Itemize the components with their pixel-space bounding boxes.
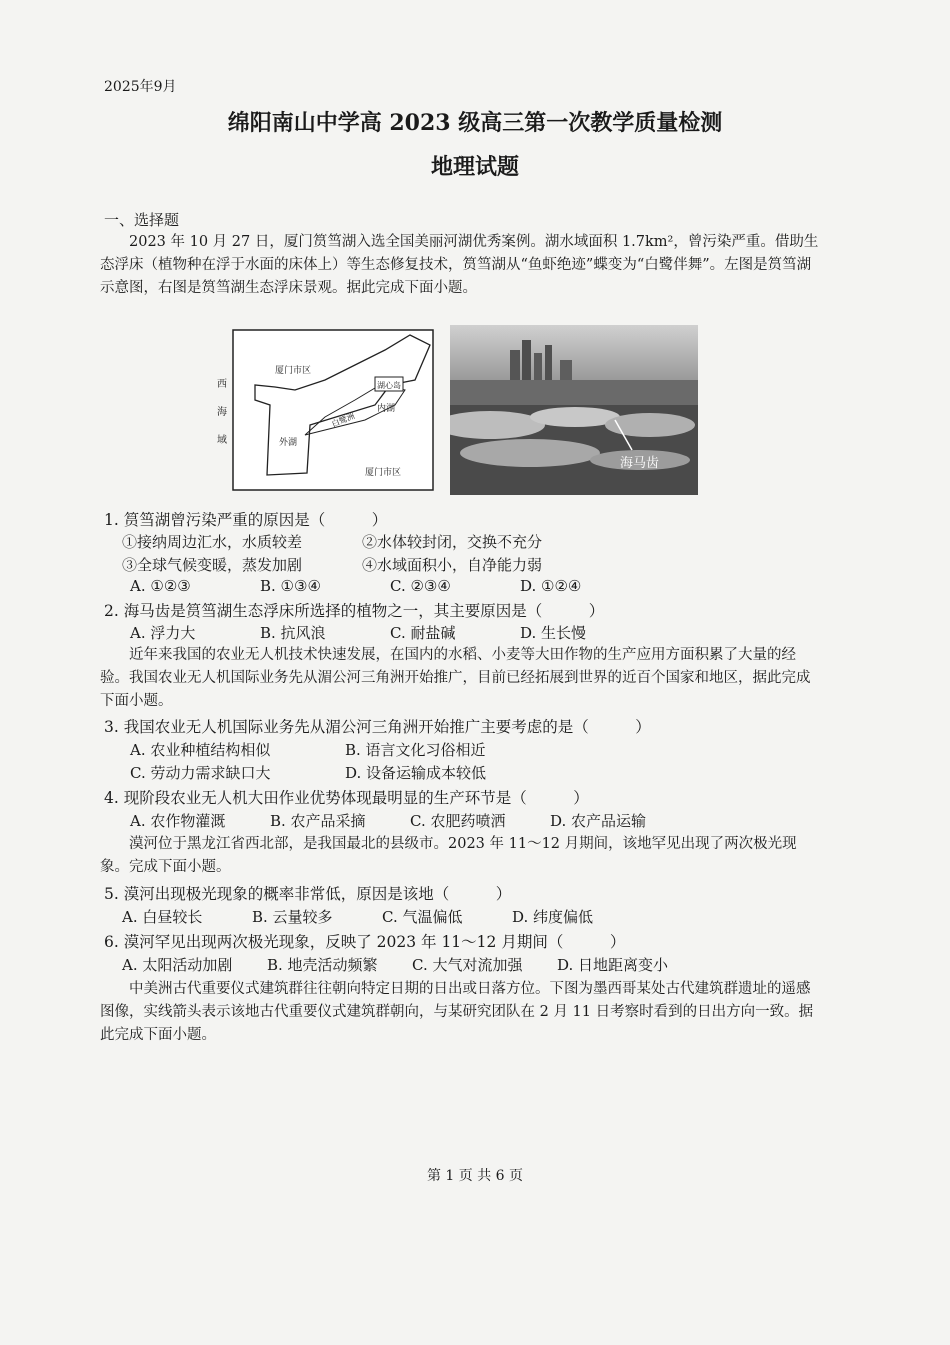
q5-option-d[interactable]: D. 纬度偏低: [512, 908, 594, 926]
q4-options: [130, 810, 690, 831]
map-label-city-north: 厦门市区: [275, 366, 312, 376]
q1-statement-4: ④水域面积小，自净能力弱: [362, 556, 543, 574]
map-label-area: 域: [217, 435, 227, 446]
q1-statements-row2: [122, 554, 602, 575]
map-label-egret-island: 白鹭洲: [330, 411, 357, 429]
q5-option-b[interactable]: B. 云量较多: [252, 908, 333, 926]
q6-option-a[interactable]: A. 太阳活动加剧: [122, 956, 233, 974]
passage-3: 漠河位于黑龙江省西北部，是我国最北的县级市。2023 年 11～12 月期间，该地罕见出现了两次极光现象。完成下面小题。: [100, 836, 797, 875]
q6-stem: 6. 漠河罕见出现两次极光现象，反映了 2023 年 11～12 月期间（ ）: [104, 933, 626, 951]
q3-option-c[interactable]: C. 劳动力需求缺口大: [130, 764, 271, 782]
map-label-city-south: 厦门市区: [365, 468, 402, 478]
map-label-west: 西: [217, 379, 227, 390]
q6-options: [122, 954, 702, 975]
q1-option-d[interactable]: D. ①②④: [520, 577, 582, 595]
q3-option-a[interactable]: A. 农业种植结构相似: [130, 741, 271, 759]
q2-option-b[interactable]: B. 抗风浪: [260, 624, 326, 642]
q1-statements-row1: [122, 531, 602, 552]
floating-bed-photo: [450, 325, 698, 495]
q3-option-d[interactable]: D. 设备运输成本较低: [345, 764, 487, 782]
q2-option-d[interactable]: D. 生长慢: [520, 624, 587, 642]
q1-option-b[interactable]: B. ①③④: [260, 577, 321, 595]
map-label-sea: 海: [217, 407, 227, 418]
q1-statement-2: ②水体较封闭，交换不充分: [362, 533, 543, 551]
q6-option-c[interactable]: C. 大气对流加强: [412, 956, 523, 974]
q1-option-c[interactable]: C. ②③④: [390, 577, 451, 595]
section-heading: 一、选择题: [104, 211, 180, 229]
q1-options: [130, 577, 650, 595]
exam-title: 绵阳南山中学高 2023 级高三第一次教学质量检测: [227, 110, 723, 136]
q3-stem: 3. 我国农业无人机国际业务先从湄公河三角洲开始推广主要考虑的是（ ）: [104, 718, 651, 736]
map-label-outer-lake: 外湖: [279, 438, 298, 448]
q4-option-c[interactable]: C. 农肥药喷洒: [410, 812, 506, 830]
q1-stem: 1. 筼筜湖曾污染严重的原因是（ ）: [104, 511, 388, 529]
passage-2: 近年来我国的农业无人机技术快速发展，在国内的水稻、小麦等大田作物的生产应用方面积累了大量的经验。我国农业无人机国际业务先从湄公河三角洲开始推广，目前已经拓展到世界的近百个国家和地区，据此完成下面小题。: [100, 647, 811, 709]
q4-option-d[interactable]: D. 农产品运输: [550, 812, 647, 830]
page-number: 第 1 页 共 6 页: [426, 1168, 524, 1184]
q4-stem: 4. 现阶段农业无人机大田作业优势体现最明显的生产环节是（ ）: [104, 789, 589, 807]
q1-statement-1: ①接纳周边汇水，水质较差: [122, 533, 303, 551]
q4-option-a[interactable]: A. 农作物灌溉: [130, 812, 226, 830]
q2-options: [130, 622, 650, 643]
photo-label: 海马齿: [620, 456, 660, 471]
q2-option-c[interactable]: C. 耐盐碱: [390, 624, 456, 642]
exam-subtitle: 地理试题: [430, 154, 519, 180]
q3-options-row1: [130, 739, 560, 760]
q4-option-b[interactable]: B. 农产品采摘: [270, 812, 366, 830]
passage-1: 2023 年 10 月 27 日，厦门筼筜湖入选全国美丽河湖优秀案例。湖水域面积 1.7km²，曾污染严重。借助生态浮床（植物种在浮于水面的床体上）等生态修复技术，筼筜湖从“鱼虾绝迹”蝶变为“白鹭伴舞”。左图是筼筜湖示意图，右图是筼筜湖生态浮床景观。据此完成下面小题。: [100, 234, 819, 296]
passage-4: 中美洲古代重要仪式建筑群往往朝向特定日期的日出或日落方位。下图为墨西哥某处古代建筑群遗址的遥感图像，实线箭头表示该地古代重要仪式建筑群朝向，与某研究团队在 2 月 11 日考察时看到的日出方向一致。据此完成下面小题。: [100, 981, 814, 1043]
q6-option-b[interactable]: B. 地壳活动频繁: [267, 956, 378, 974]
q3-options-row2: [130, 762, 560, 783]
q5-option-c[interactable]: C. 气温偏低: [382, 908, 463, 926]
q5-option-a[interactable]: A. 白昼较长: [122, 908, 203, 926]
q1-option-a[interactable]: A. ①②③: [130, 577, 191, 595]
q2-option-a[interactable]: A. 浮力大: [130, 624, 196, 642]
q5-stem: 5. 漠河出现极光现象的概率非常低，原因是该地（ ）: [104, 885, 512, 903]
exam-date: 2025年9月: [104, 79, 177, 95]
q3-option-b[interactable]: B. 语言文化习俗相近: [345, 741, 486, 759]
map-label-lake-island: 湖心岛: [377, 381, 401, 390]
lake-map: [215, 325, 440, 495]
q5-options: [122, 906, 642, 927]
q6-option-d[interactable]: D. 日地距离变小: [557, 956, 669, 974]
map-label-inner-lake: 内湖: [377, 404, 396, 414]
q2-stem: 2. 海马齿是筼筜湖生态浮床所选择的植物之一，其主要原因是（ ）: [104, 602, 605, 620]
q1-statement-3: ③全球气候变暖，蒸发加剧: [122, 556, 303, 574]
